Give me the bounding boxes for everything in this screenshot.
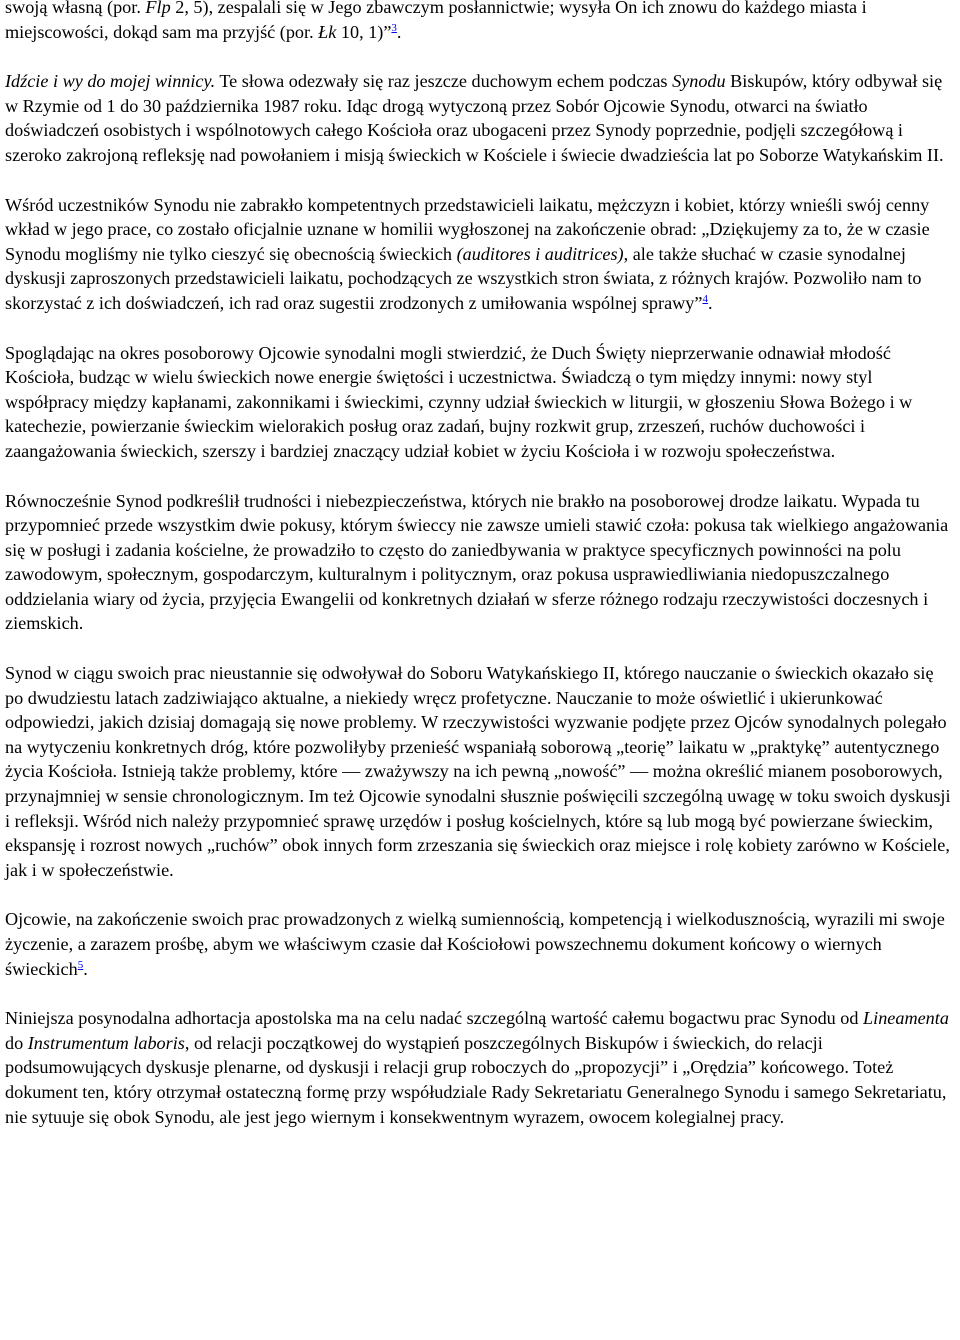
paragraph-6: Synod w ciągu swoich prac nieustannie się odwoływał do Soboru Watykańskiego II, którego nauczanie o świeckich okazało się po dwudziestu latach zadziwiająco aktualne, a niekiedy wręcz profetyczne. Nauczanie to może oświetlić i ukierunkować odpowiedzi, jakich dzisiaj domagają się nowe problemy. W rzeczywistości wyzwanie podjęte przez Ojców synodalnych polegało na wytyczeniu konkretnych dróg, które pozwoliłyby przenieść wspaniałą soborową „teorię” laikatu w „praktykę” autentycznego życia Kościoła. Istnieją także problemy, które — zważywszy na ich pewną „nowość” — można określić mianem posoborowych, przynajmniej w sensie chronologicznym. Im też Ojcowie synodalni słusznie poświęcili szczególną uwagę w toku swoich dyskusji i refleksji. Wśród nich należy przypomnieć sprawę urzędów i posług kościelnych, które są lub mogą być powierzane świeckim, ekspansję i rozrost nowych „ruchów” obok innych form zrzeszania się świeckich oraz miejsce i rolę kobiety zarówno w Kościele, jak i w społeczeństwie. (5, 663, 951, 880)
paragraph-8: Niniejsza posynodalna adhortacja apostolska ma na celu nadać szczególną wartość całemu bogactwu prac Synodu od Lineamenta do Instrumentum laboris, od relacji początkowej do wystąpień poszczególnych Biskupów i świeckich, do relacji podsumowujących dyskusje plenarne, od dyskusji i relacji grup roboczych do „propozycji” i „Orędzia” końcowego. Toteż dokument ten, który otrzymał ostateczną formę przy współudziale Rady Sekretariatu Generalnego Synodu i samego Sekretariatu, nie sytuuje się obok Synodu, ale jest jego wiernym i konsekwentnym wyrazem, owocem kolegialnej pracy. (5, 1008, 949, 1127)
paragraph-3: Wśród uczestników Synodu nie zabrakło kompetentnych przedstawicieli laikatu, mężczyzn i kobiet, którzy wnieśli swój cenny wkład w jego prace, co zostało oficjalnie uznane w homilii wygłoszonej na zakończenie obrad: „Dziękujemy za to, że w czasie Synodu mogliśmy nie tylko cieszyć się obecnością świeckich (auditores i auditrices), ale także słuchać w czasie synodalnej dyskusji zaproszonych przedstawicieli laikatu, pochodzących ze wszystkich stron świata, z różnych krajów. Pozwoliło nam to skorzystać z ich doświadczeń, ich rad oraz sugestii zrodzonych z umiłowania wspólnej sprawy”$^4$. (5, 194, 930, 313)
paragraph-2: Idźcie i wy do mojej winnicy. Te słowa odezwały się raz jeszcze duchowym echem podczas Synodu Biskupów, który odbywał się w Rzymie od 1 do 30 października 1987 roku. Idąc drogą wytyczoną przez Sobór Ojcowie Synodu, otwarci na światło doświadczeń osobistych i wspólnotowych całego Kościoła oraz ubogaceni przez Synody poprzednie, podjęli szczegółową i szeroko zakrojoną refleksję nad powołaniem i misją świeckich w Kościele i świecie dwadzieścia lat po Soborze Watykańskim II. (5, 71, 944, 165)
footnote-link-5[interactable]: 5 (77, 958, 84, 971)
footnote-link-3[interactable]: 3 (391, 21, 397, 34)
paragraph-5: Równocześnie Synod podkreślił trudności i niebezpieczeństwa, których nie brakło na posoborowej drodze laikatu. Wypada tu przypomnieć przede wszystkim dwie pokusy, którym świeccy nie zawsze umieli stawić czoła: pokusa tak wielkiego angażowania się w posługi i zadania kościelne, że prowadziło to często do zaniedbywania w praktyce specyficznych powinności na polu zawodowym, społecznym, gospodarczym, kulturalnym i politycznym, oraz pokusa usprawiedliwiania niedopuszczalnego oddzielania wiary od życia, przyjęcia Ewangelii od konkretnych działań w sferze różnego rodzaju rzeczywistości doczesnych i ziemskich. (5, 490, 949, 634)
paragraph-7: Ojcowie, na zakończenie swoich prac prowadzonych z wielką sumiennością, kompetencją i wielkodusznością, wyrazili mi swoje życzenie, a zarazem prośbę, abym we właściwym czasie dał Kościołowi powszechnemu dokument końcowy o wiernych świeckich$^5$. (5, 909, 945, 979)
paragraph-4: Spoglądając na okres posoborowy Ojcowie synodalni mogli stwierdzić, że Duch Święty nieprzerwanie odnawiał młodość Kościoła, budząc w wielu świeckich nowe energie świętości i uczestnictwa. Świadczą o tym między innymi: nowy styl współpracy między kapłanami, zakonnikami i świeckimi, czynny udział świeckich w liturgii, w głoszeniu Słowa Bożego i w katechezie, powierzanie świeckim wielorakich posług oraz zadań, bujny rozkwit grup, zrzeszeń, ruchów duchowości i zaangażowania świeckich, szerszy i bardziej znaczący udział kobiet w życiu Kościoła i w rozwoju społeczeństwa. (5, 342, 913, 461)
footnote-link-4[interactable]: 4 (702, 292, 708, 305)
paragraph-1: swoją własną (por. Flp 2, 5), zespalali się w Jego zbawczym posłannictwie; wysyła On ich znowu do każdego miasta i miejscowości, dokąd sam ma przyjść (por. Łk 10, 1)”$^3$. (5, 0, 867, 42)
